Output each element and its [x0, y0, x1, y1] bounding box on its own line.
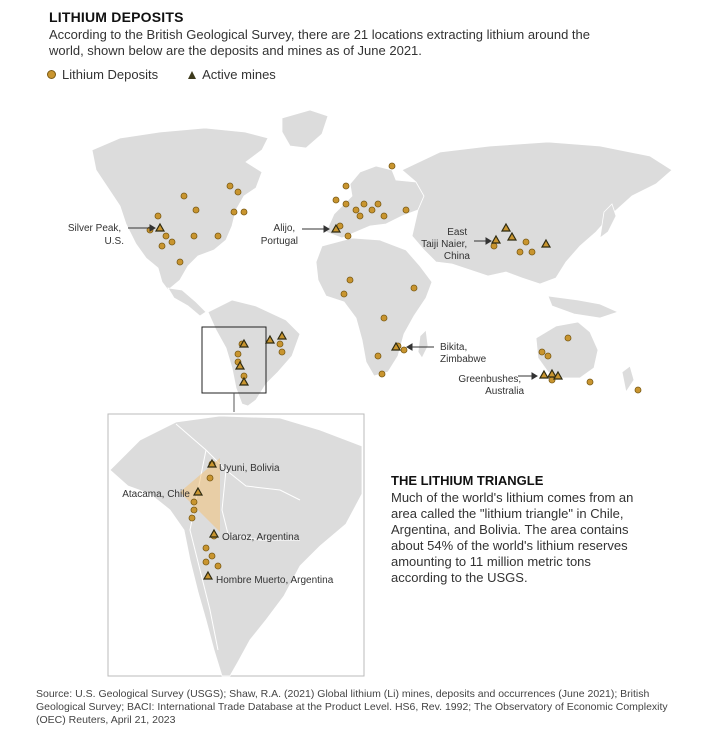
central-america-land	[168, 288, 206, 316]
deposit-dot	[353, 207, 359, 213]
chart-title: LITHIUM DEPOSITS	[49, 9, 184, 25]
hombre-muerto-label: Hombre Muerto, Argentina	[216, 575, 334, 586]
deposit-dot	[241, 209, 247, 215]
australia-land	[536, 322, 598, 378]
deposit-dot	[491, 243, 497, 249]
deposit-dot	[215, 563, 221, 569]
deposit-dot	[369, 207, 375, 213]
asia-land	[402, 142, 672, 284]
uyuni-label: Uyuni, Bolivia	[219, 463, 280, 474]
deposit-dot	[279, 349, 285, 355]
bikita-arrow-head	[407, 344, 412, 350]
greenbushes-arrow-head	[532, 373, 537, 379]
triangle-box-text: Much of the world's lithium comes from an area called the "lithium triangle" in Chile, Argentina, and Bolivia. The area contains about 54% of the world's lithium reserves amounting to 11 million metric tons according to the USGS.	[391, 490, 634, 585]
triangle-box-title: THE LITHIUM TRIANGLE	[391, 473, 544, 488]
olaroz-label: Olaroz, Argentina	[222, 532, 300, 543]
deposit-dot	[565, 335, 571, 341]
atacama-label: Atacama, Chile	[122, 489, 190, 500]
deposit-dot	[189, 515, 195, 521]
deposit-dot	[539, 349, 545, 355]
deposit-dot	[155, 213, 161, 219]
legend-mines-label: Active mines	[202, 67, 276, 82]
deposit-dot	[401, 347, 407, 353]
source-note	[36, 688, 686, 727]
deposit-dot	[209, 553, 215, 559]
credit-text: Reuters, April 21, 2023	[68, 714, 176, 726]
deposit-dot	[545, 353, 551, 359]
deposit-dot	[375, 353, 381, 359]
greenbushes-label: Greenbushes, Australia	[458, 374, 524, 397]
north-america-land	[92, 128, 268, 290]
deposit-dot	[235, 189, 241, 195]
mine-triangle	[540, 371, 548, 378]
deposit-dot	[357, 213, 363, 219]
chart-subtitle: According to the British Geological Survey, there are 21 locations extracting lithium around the world, shown below are the deposits and mines as of June 2021.	[49, 27, 590, 58]
deposit-dot	[333, 197, 339, 203]
bikita-label: Bikita, Zimbabwe	[440, 342, 487, 365]
madagascar-land	[418, 330, 428, 358]
south-america-land	[208, 300, 300, 406]
se-asia-islands-land	[548, 296, 618, 318]
deposit-dot	[343, 201, 349, 207]
deposit-dot	[203, 545, 209, 551]
deposit-dot	[169, 239, 175, 245]
taiji-label: East Taiji Naier, China	[421, 227, 470, 262]
africa-land	[316, 238, 432, 376]
deposit-dot	[177, 259, 183, 265]
source-text: Source: U.S. Geological Survey (USGS); Shaw, R.A. (2021) Global lithium (Li) mines, deposits and occurrences (June 2021); British Geological Survey; BACI: International Trade Database at the Product Level. HS6, Rev. 1992; The Observatory of Economic Complexity (OEC)	[36, 688, 668, 726]
deposit-dot	[159, 243, 165, 249]
alijo-label: Alijo, Portugal	[260, 223, 298, 247]
deposit-dot	[191, 499, 197, 505]
deposit-dot	[381, 213, 387, 219]
deposit-dot	[375, 201, 381, 207]
deposit-dot	[341, 291, 347, 297]
new-zealand-land	[622, 366, 634, 392]
deposit-dot	[523, 239, 529, 245]
deposit-dot	[517, 249, 523, 255]
deposit-dot	[411, 285, 417, 291]
deposit-dot	[381, 315, 387, 321]
deposit-dot	[163, 233, 169, 239]
deposit-dot	[277, 341, 283, 347]
deposit-dot	[191, 233, 197, 239]
deposit-dot	[635, 387, 641, 393]
deposit-dot	[193, 207, 199, 213]
landmasses	[92, 110, 672, 406]
deposit-dot	[207, 475, 213, 481]
deposit-dot	[529, 249, 535, 255]
legend-deposits-label: Lithium Deposits	[62, 67, 159, 82]
deposit-dot	[379, 371, 385, 377]
deposit-dot	[227, 183, 233, 189]
deposit-dot	[181, 193, 187, 199]
deposit-dot	[343, 183, 349, 189]
deposit-dot	[587, 379, 593, 385]
deposit-dot	[191, 507, 197, 513]
deposit-dot	[203, 559, 209, 565]
deposit-dot	[345, 233, 351, 239]
greenland-land	[282, 110, 328, 148]
silver-peak-label: Silver Peak, U.S.	[67, 223, 124, 247]
deposit-dot	[347, 277, 353, 283]
deposit-dot	[215, 233, 221, 239]
deposit-dot	[389, 163, 395, 169]
deposit-dot	[235, 351, 241, 357]
deposit-dot	[403, 207, 409, 213]
deposit-dot	[231, 209, 237, 215]
deposit-dot	[361, 201, 367, 207]
